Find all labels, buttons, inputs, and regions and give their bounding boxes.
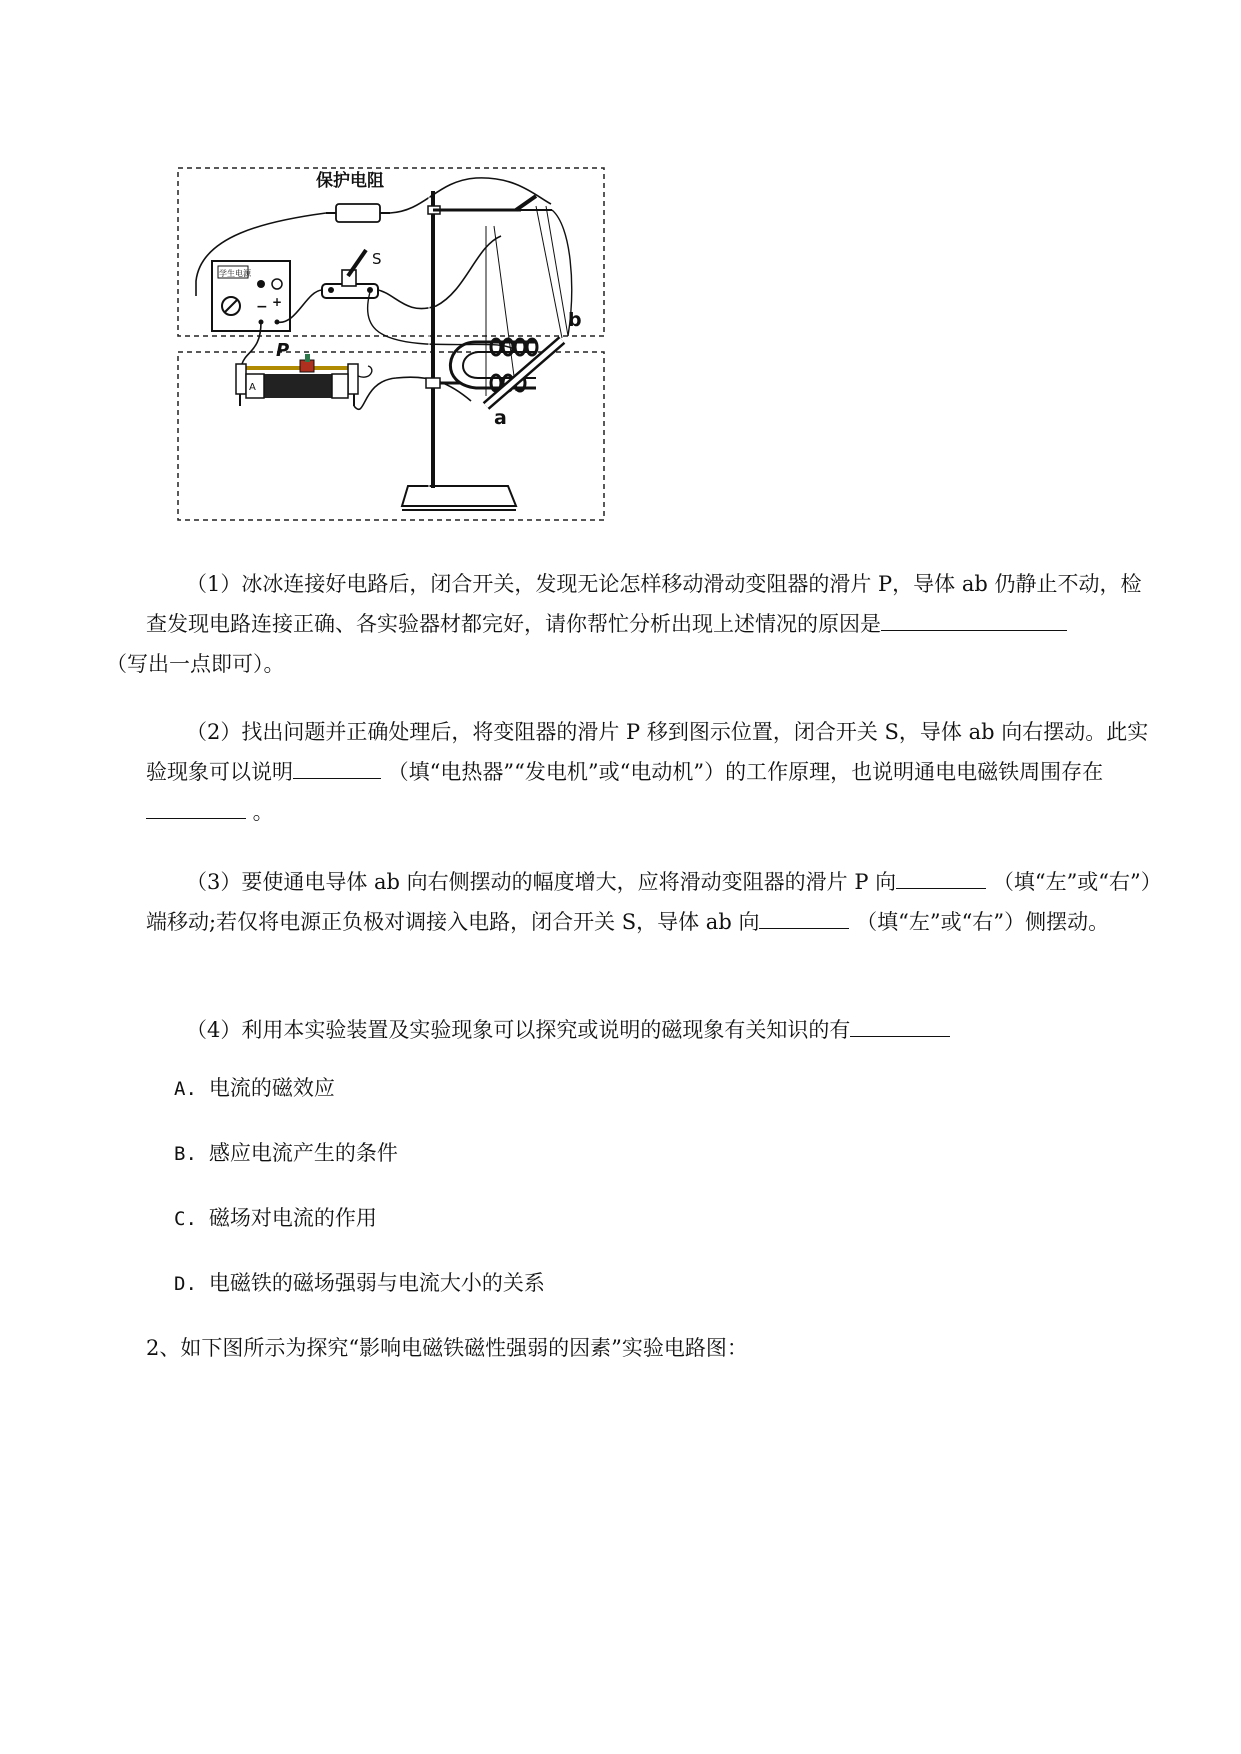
part2-text-c: 。 [246,800,274,824]
option-d-text: 电磁铁的磁场强弱与电流大小的关系 [208,1271,545,1295]
experiment-circuit-figure [176,166,608,524]
part4-text: （4）利用本实验装置及实验现象可以探究或说明的磁现象有关知识的有 [186,1018,851,1042]
option-d[interactable] [174,1268,545,1299]
option-c-text: 磁场对电流的作用 [208,1206,377,1230]
power-minus-label: − [256,299,268,315]
switch-s [322,250,378,298]
question-part-2 [146,712,1156,832]
power-plus-label: + [272,295,283,309]
power-supply-label: 学生电源 [219,269,251,278]
part2-text-b: （填“电热器”“发电机”或“电动机”）的工作原理，也说明通电电磁铁周围存在 [381,760,1104,784]
power-supply [212,261,290,331]
option-c[interactable] [174,1203,377,1234]
question-part-1 [106,564,1156,684]
part3-text-b: （填“左”或“右”）端移动;若仅将电源正负极对调接入电路，闭合开关 S，导体 ab 向 [146,870,1152,934]
wire-resistor-right [390,178,551,213]
answer-blank-6[interactable] [850,1014,950,1037]
option-b-text: 感应电流产生的条件 [208,1141,398,1165]
part3-text-c: （填“左”或“右”）侧摆动。 [849,910,1110,934]
wire-rheostat-top [358,366,372,377]
option-a[interactable] [174,1073,335,1104]
question-part-4 [146,1010,1156,1050]
rheostat-end-label: A [249,382,256,393]
answer-blank-3[interactable] [146,796,246,819]
part3-text-a: （3）要使通电导体 ab 向右侧摆动的幅度增大，应将滑动变阻器的滑片 P 向 [186,870,897,894]
slider-label: P [276,340,290,361]
answer-blank-2[interactable] [293,756,381,779]
switch-label: S [372,250,382,268]
question-2: 2、如下图所示为探究“影响电磁铁磁性强弱的因素”实验电路图： [146,1336,748,1360]
question-part-3 [146,862,1156,942]
answer-blank-4[interactable] [896,866,986,889]
electromagnet [450,339,537,391]
answer-blank-1[interactable] [881,608,1067,631]
rheostat [236,354,358,406]
rod-label-a: a [494,407,507,429]
option-c-letter: C. [174,1208,197,1230]
answer-blank-5[interactable] [759,906,849,929]
protect-resistor [326,204,390,222]
part2-text-a: （2）找出问题并正确处理后，将变阻器的滑片 P 移到图示位置，闭合开关 S，导体 ab 向右摆动。此实验现象可以说明 [146,720,1149,784]
part1-tail: （写出一点即可）。 [106,652,285,676]
rod-label-b: b [568,309,582,331]
part1-text: （1）冰冰连接好电路后，闭合开关，发现无论怎样移动滑动变阻器的滑片 P，导体 ab 仍静止不动，检查发现电路连接正确、各实验器材都完好，请你帮忙分析出现上述情况的原因是 [146,572,1142,636]
option-d-letter: D. [174,1273,197,1295]
option-b[interactable] [174,1138,398,1169]
option-a-letter: A. [174,1078,197,1100]
option-b-letter: B. [174,1143,197,1165]
option-a-text: 电流的磁效应 [208,1076,335,1100]
protect-resistor-label: 保护电阻 [316,171,384,191]
wire-switch-stand [378,236,501,309]
iron-stand [402,191,552,510]
